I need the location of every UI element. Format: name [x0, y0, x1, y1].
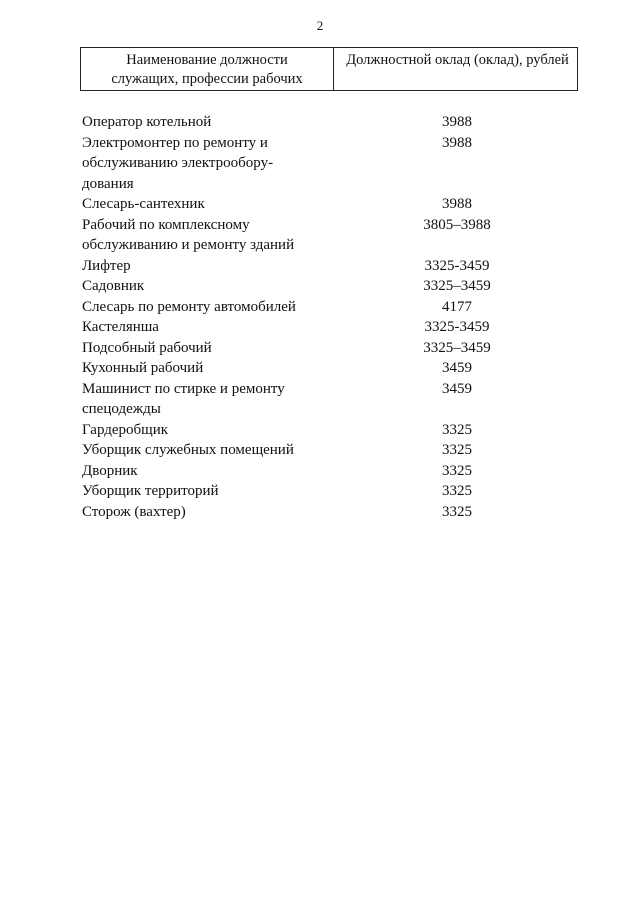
- position-name-line: спецодежды: [82, 401, 161, 417]
- salary-value: 3988: [442, 196, 472, 212]
- table-row: [0, 317, 640, 338]
- position-name-line: Гардеробщик: [82, 421, 169, 438]
- position-name-line: Слесарь по ремонту автомобилей: [82, 298, 296, 315]
- salary-list: [0, 112, 640, 522]
- position-name: [82, 461, 337, 482]
- position-name-line: Подсобный рабочий: [82, 339, 212, 356]
- position-name: [82, 215, 337, 256]
- position-name: [82, 358, 337, 379]
- table-row: [0, 502, 640, 523]
- position-name-line: Слесарь-сантехник: [82, 196, 205, 212]
- salary-value: 3459: [442, 380, 472, 397]
- position-name-line: обслуживанию и ремонту зданий: [82, 237, 295, 253]
- position-name: [82, 276, 337, 297]
- table-row: [0, 420, 640, 441]
- header-position-label-line1: Наименование должности: [126, 52, 288, 68]
- table-row: [0, 440, 640, 461]
- table-row: [0, 112, 640, 133]
- position-name-line: Кастелянша: [82, 319, 159, 335]
- position-name-line: Садовник: [82, 278, 145, 294]
- salary-value: 3325: [442, 421, 472, 438]
- position-name: [82, 420, 337, 441]
- salary-value: 3325: [442, 503, 472, 520]
- table-row: [0, 297, 640, 318]
- position-name-line: Электромонтер по ремонту и: [82, 134, 268, 151]
- table-row: [0, 481, 640, 502]
- salary-value: 3805–3988: [423, 216, 491, 233]
- table-header: [80, 47, 578, 91]
- position-name: [82, 256, 337, 277]
- position-name-line: Рабочий по комплексному: [82, 216, 250, 233]
- page-number: 2: [316, 18, 324, 33]
- position-name-line: Машинист по стирке и ремонту: [82, 380, 285, 397]
- position-name-line: Дворник: [82, 462, 138, 479]
- position-name-line: Сторож (вахтер): [82, 503, 186, 520]
- position-name-line: Оператор котельной: [82, 114, 212, 130]
- table-row: [0, 256, 640, 277]
- header-position-label-line2: служащих, профессии рабочих: [111, 71, 303, 87]
- table-row: [0, 276, 640, 297]
- table-row: [0, 133, 640, 195]
- salary-value: 3988: [442, 134, 472, 151]
- position-name: [82, 297, 337, 318]
- position-name-line: обслуживанию электрообору-: [82, 155, 274, 171]
- position-name-line: Кухонный рабочий: [82, 360, 204, 376]
- salary-value: 3325-3459: [424, 319, 490, 335]
- table-row: [0, 338, 640, 359]
- position-name-line: дования: [82, 175, 134, 192]
- salary-value: 3325: [442, 442, 472, 458]
- position-name: [82, 317, 337, 338]
- salary-value: 4177: [442, 298, 472, 315]
- header-salary-cell: [334, 48, 577, 90]
- table-row: [0, 215, 640, 256]
- position-name-line: Лифтер: [82, 257, 131, 274]
- salary-value: 3325–3459: [423, 278, 491, 294]
- position-name-line: Уборщик территорий: [82, 483, 219, 499]
- position-name: [82, 338, 337, 359]
- table-row: [0, 461, 640, 482]
- salary-value: 3325: [442, 462, 472, 479]
- position-name: [82, 481, 337, 502]
- salary-value: 3988: [442, 114, 472, 130]
- header-position-cell: [81, 48, 334, 90]
- position-name: [82, 194, 337, 215]
- salary-value: 3459: [442, 360, 472, 376]
- position-name: [82, 133, 337, 195]
- salary-value: 3325: [442, 483, 472, 499]
- salary-value: 3325–3459: [423, 339, 491, 356]
- position-name: [82, 502, 337, 523]
- salary-value: 3325-3459: [424, 257, 490, 274]
- table-row: [0, 379, 640, 420]
- table-row: [0, 194, 640, 215]
- position-name: [82, 440, 337, 461]
- header-salary-label: Должностной оклад (оклад), рублей: [346, 52, 569, 68]
- position-name-line: Уборщик служебных помещений: [82, 442, 294, 458]
- position-name: [82, 112, 337, 133]
- table-row: [0, 358, 640, 379]
- position-name: [82, 379, 337, 420]
